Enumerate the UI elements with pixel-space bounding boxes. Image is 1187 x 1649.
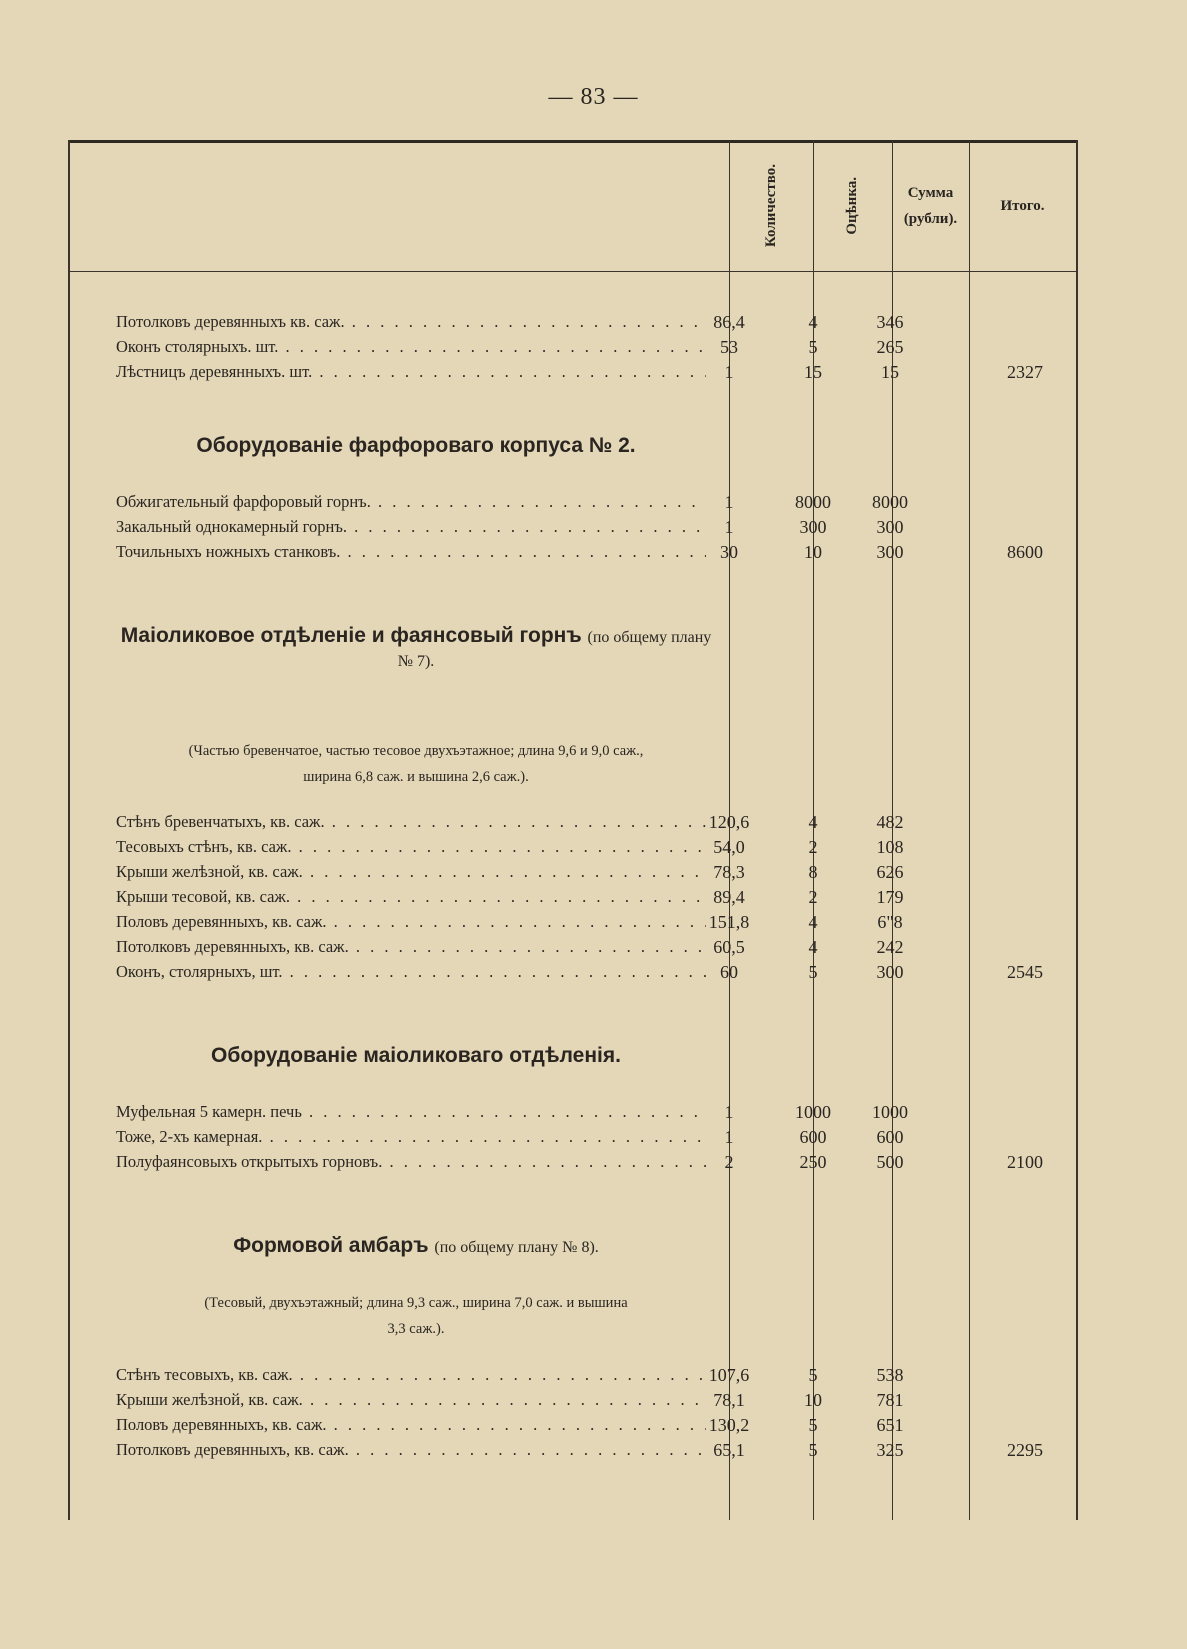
header-rule <box>68 271 1078 272</box>
table-left-border <box>68 140 70 1520</box>
header-total: Итого. <box>1000 197 1045 214</box>
section-title: Оборудованіе маіоликоваго отдѣленія. <box>211 1044 621 1067</box>
page-number: — 83 — <box>548 84 639 110</box>
estimate-table: Количество. Оцѣнка. Сумма (рубли). Итого. Потолковъ деревянныхъ кв. саж. . . . 86,4 4 346 Оконъ столярныхъ. шт. . . . 53 5 265 Лѣстницъ деревянныхъ. шт. . . . 1 15 15 2327 Оборудованіе фарфороваго корпуса № 2. Обжигательный фарфоровый горнъ. . . . 1 8000 8000 Закальный однокамерный горнъ. . . . 1 300 300 Точильныхъ ножныхъ станковъ. . . . 30 10 300 8600 Маіоликовое отдѣленіе и фаянсовый горнъ (по общему плану № 7). (Частью бревенчатое, частью тесовое двухъэтажное; длина 9,6 и 9,0 саж., ширина 6,8 саж. и вышина 2,6 саж.). Стѣнъ бревенчатыхъ, кв. саж. . . . 120,6 4 482 Тесовыхъ стѣнъ, кв. саж. . . . 54,0 2 108 Крыши желѣзной, кв. саж. . . . 78,3 8 626 Крыши тесовой, кв. саж. . . . 89,4 2 179 Половъ деревянныхъ, кв. саж. . . . 151,8 4 6"8 Потолковъ деревянныхъ, кв. саж. . . . 60,5 4 242 Оконъ, столярныхъ, шт. . . . 60 5 300 2545 Оборудованіе маіоликоваго отдѣленія. Муфельная 5 камерн. печь . . . 1 1000 1000 Тоже, 2-хъ камерная. . . . 1 600 600 Полуфаянсовыхъ открытыхъ горновъ. . . . 2 250 500 2100 Формовой амбаръ (по общему плану № 8). (Тесовый, двухъэтажный; длина 9,3 саж., ширина 7,0 саж. и вышина 3,3 саж.). Стѣнъ тесовыхъ, кв. саж. . . . 107,6 5 538 Крыши желѣзной, кв. саж. . . . 78,1 10 781 Половъ деревянныхъ, кв. саж. . . . 130,2 5 651 Потолковъ деревянныхъ, кв. саж. . . . 65,1 5 325 2295 <box>68 140 1078 1520</box>
section-title: Маіоликовое отдѣленіе и фаянсовый горнъ (по общему плану № 7). <box>120 624 712 670</box>
header-sum: Сумма (рубли). <box>903 184 958 227</box>
section-note: (Тесовый, двухъэтажный; длина 9,3 саж., ширина 7,0 саж. и вышина 3,3 саж.). <box>204 1295 628 1337</box>
header-quantity: Количество. <box>762 163 779 248</box>
column-divider <box>969 140 970 1520</box>
section-title: Оборудованіе фарфороваго корпуса № 2. <box>196 434 636 457</box>
header-price: Оцѣнка. <box>844 176 860 235</box>
section-note: (Частью бревенчатое, частью тесовое двухъэтажное; длина 9,6 и 9,0 саж., ширина 6,8 саж. и вышина 2,6 саж.). <box>188 743 644 785</box>
section-title: Формовой амбаръ (по общему плану № 8). <box>233 1234 599 1257</box>
table-right-border <box>1076 140 1078 1520</box>
